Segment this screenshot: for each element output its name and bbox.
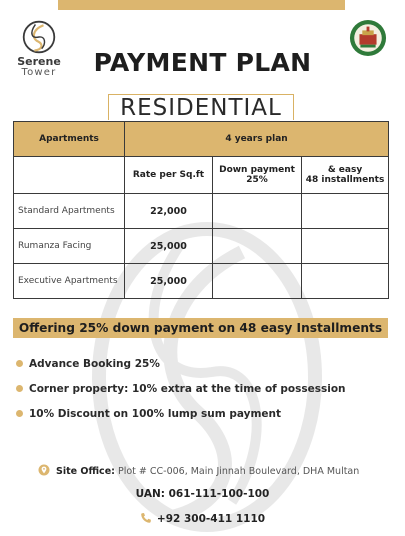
payment-plan-table <box>13 121 389 299</box>
down-line1: Down payment <box>219 165 295 175</box>
subheader-installments <box>302 157 389 194</box>
row-cell <box>302 194 389 229</box>
phone-number[interactable]: +92 300-411 1110 <box>156 513 266 525</box>
table-row <box>14 194 389 229</box>
site-office <box>38 464 378 477</box>
row-name: Executive Apartments <box>14 264 125 299</box>
bullet-dot-icon <box>16 410 23 417</box>
site-office-address: Plot # CC-006, Main Jinnah Boulevard, DHA Multan <box>117 466 360 477</box>
row-cell <box>302 264 389 299</box>
table-subheader-row <box>14 157 389 194</box>
page-title: PAYMENT PLAN <box>93 48 312 77</box>
benefits-list <box>16 357 346 432</box>
row-cell <box>213 194 302 229</box>
row-cell <box>302 229 389 264</box>
brand-name: Serene <box>17 55 61 68</box>
row-name: Rumanza Facing <box>14 229 125 264</box>
list-item <box>16 407 346 432</box>
list-item <box>16 382 346 407</box>
section-title: RESIDENTIAL <box>120 95 282 121</box>
list-item-text: Advance Booking 25% <box>29 358 160 370</box>
section-title-box <box>108 94 294 120</box>
subheader-empty <box>14 157 125 194</box>
site-office-label: Site Office: <box>56 466 115 477</box>
row-name: Standard Apartments <box>14 194 125 229</box>
easy-line1: & easy <box>327 165 363 175</box>
row-rate: 25,000 <box>125 264 213 299</box>
row-cell <box>213 229 302 264</box>
phone-contact[interactable] <box>0 512 405 525</box>
list-item-text: 10% Discount on 100% lump sum payment <box>29 408 282 420</box>
uan-number[interactable]: UAN: 061-111-100-100 <box>135 488 270 500</box>
list-item-text: Corner property: 10% extra at the time of possession <box>29 383 346 395</box>
brand-subname: Tower <box>21 67 57 78</box>
subheader-down-payment <box>213 157 302 194</box>
header-apartments: Apartments <box>14 122 125 157</box>
table-row <box>14 264 389 299</box>
row-cell <box>213 264 302 299</box>
down-line2: 25% <box>246 175 268 185</box>
table-header-row <box>14 122 389 157</box>
easy-line2: 48 installments <box>305 175 385 185</box>
location-pin-icon <box>38 464 50 476</box>
phone-icon <box>140 512 152 524</box>
offer-banner: Offering 25% down payment on 48 easy Installments <box>13 318 388 338</box>
list-item <box>16 357 346 382</box>
row-rate: 22,000 <box>125 194 213 229</box>
row-rate: 25,000 <box>125 229 213 264</box>
bullet-dot-icon <box>16 385 23 392</box>
table-row <box>14 229 389 264</box>
header-plan: 4 years plan <box>125 122 389 157</box>
top-accent-bar <box>58 0 345 10</box>
bullet-dot-icon <box>16 360 23 367</box>
subheader-rate: Rate per Sq.ft <box>125 157 213 194</box>
